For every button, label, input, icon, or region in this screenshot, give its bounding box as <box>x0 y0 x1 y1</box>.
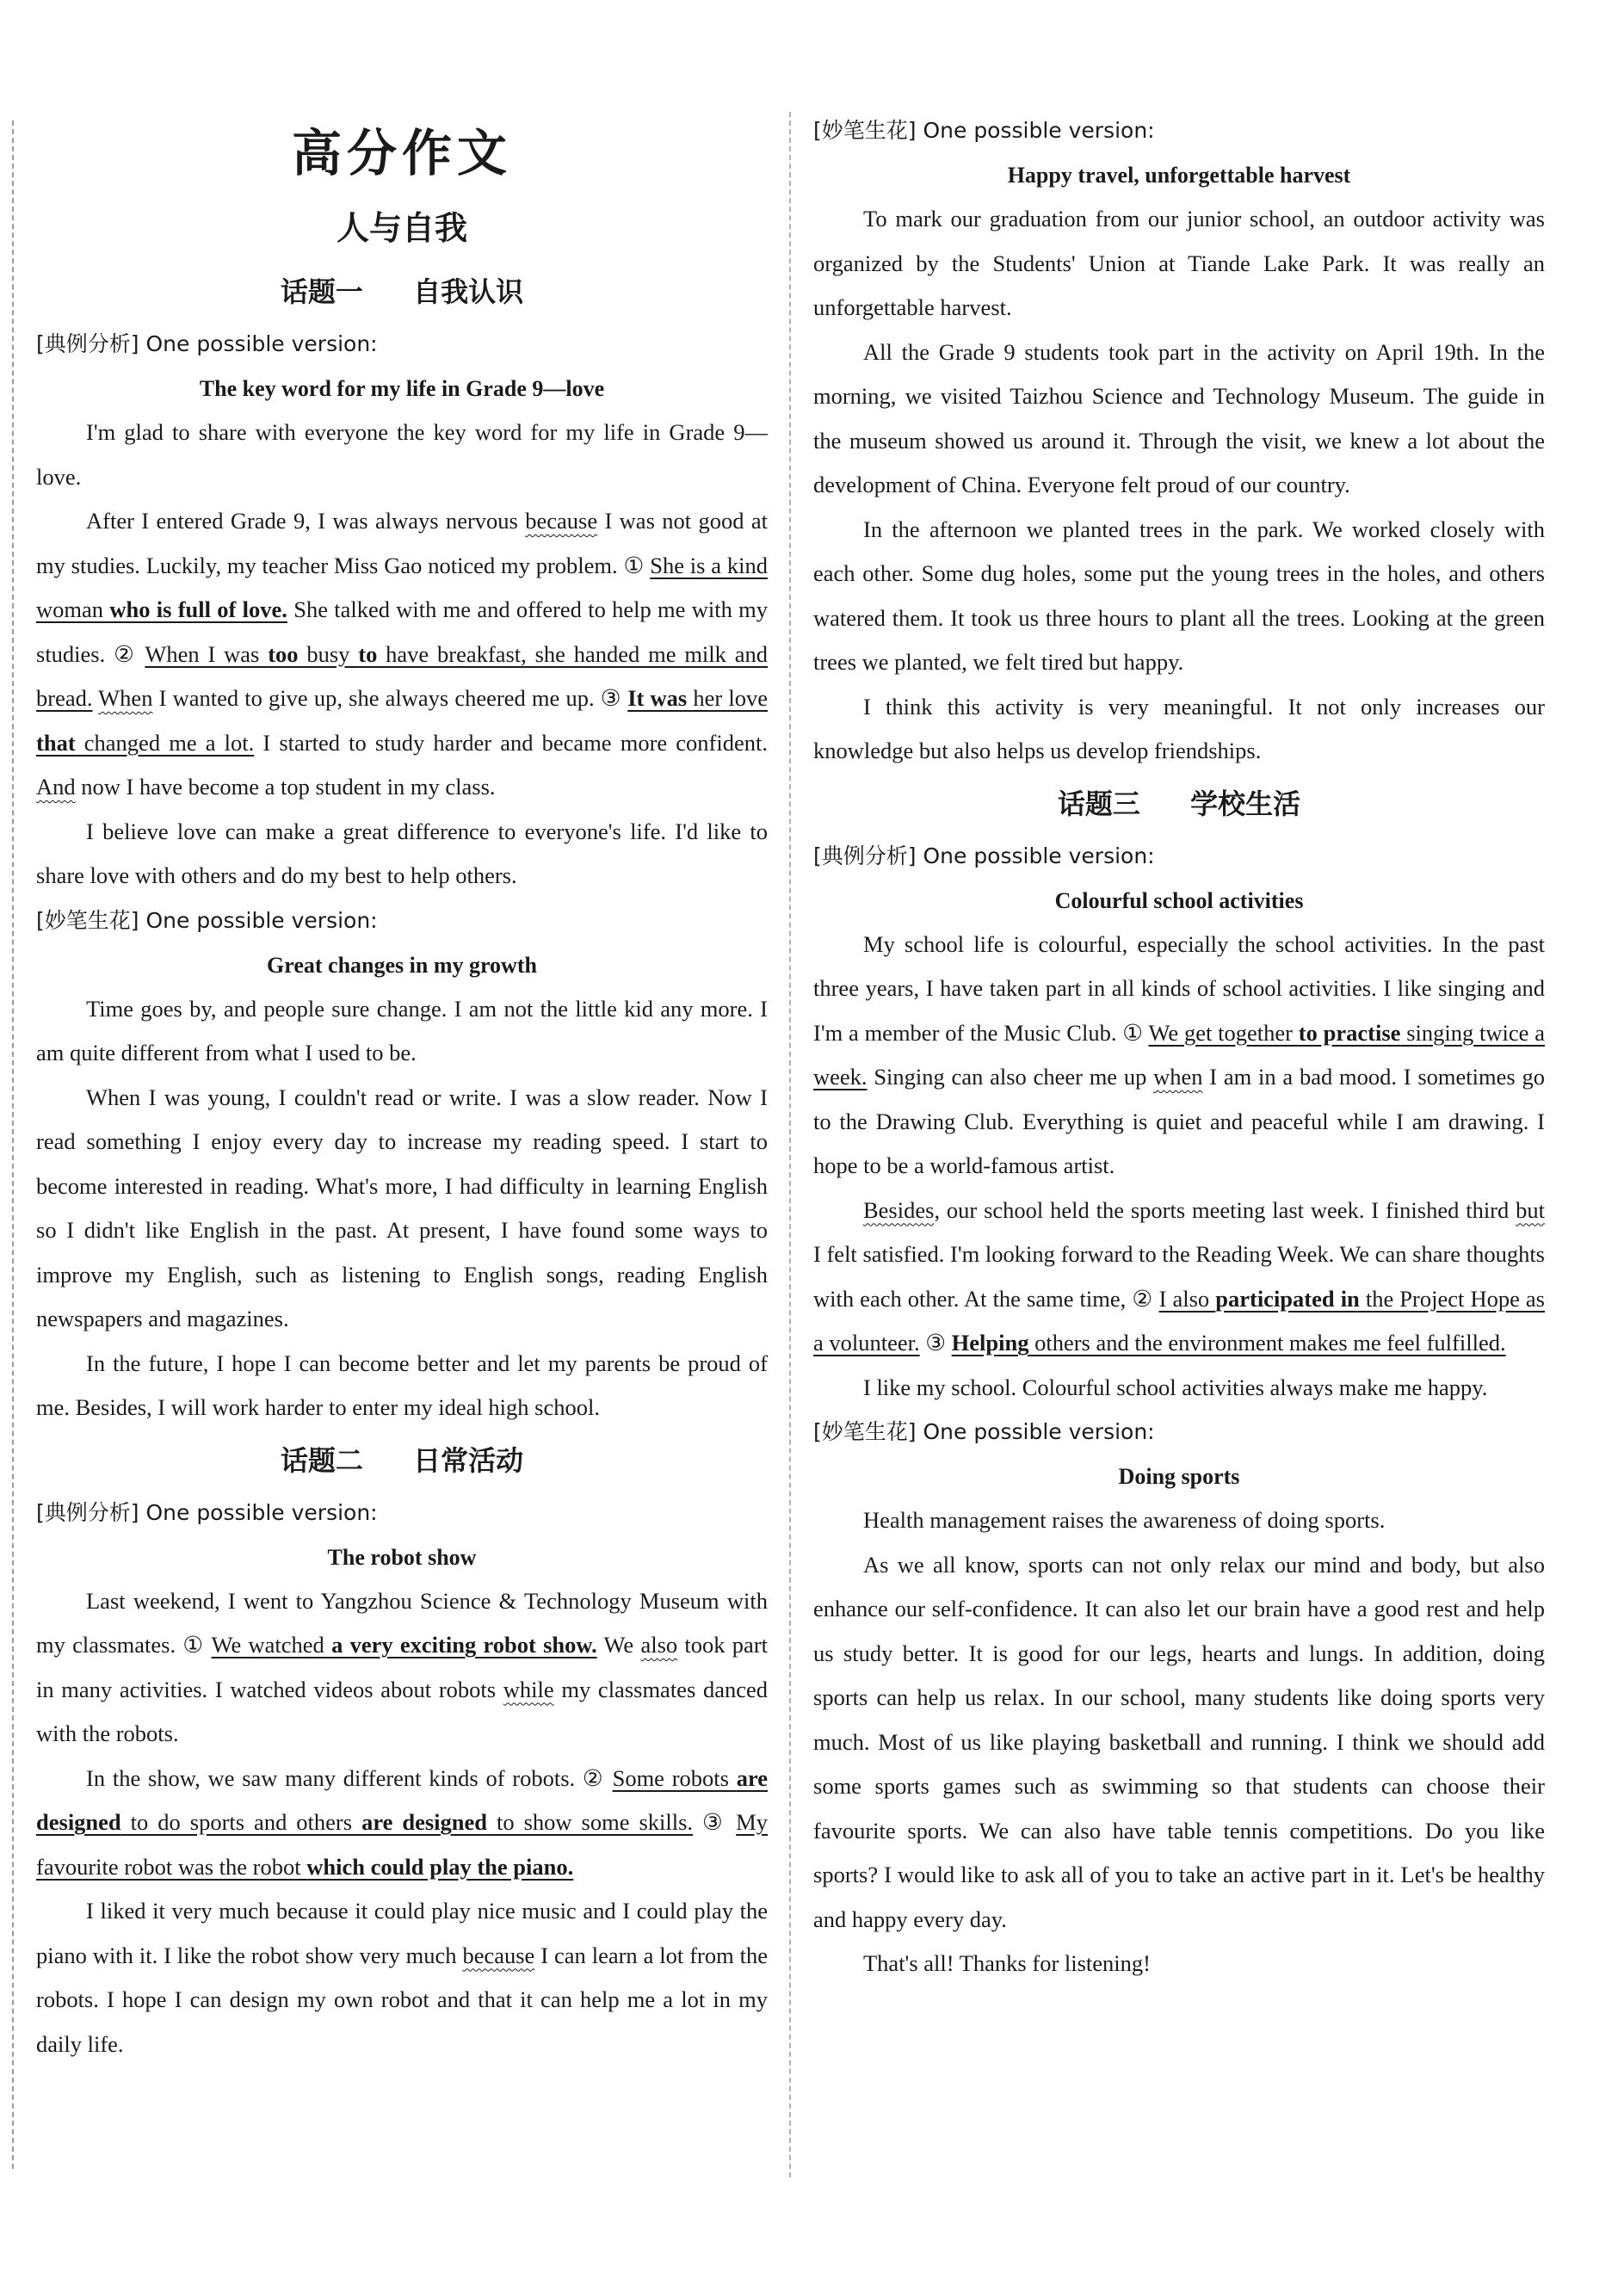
essay-title: Doing sports <box>1118 1464 1240 1489</box>
essay-title: The robot show <box>327 1544 477 1570</box>
highlight-sentence: We watched a very exciting robot show. <box>211 1632 597 1658</box>
version-label: One possible version: <box>139 907 378 933</box>
highlight-sentence: My favourite robot was the robot which could play the piano. <box>36 1809 768 1880</box>
version-label: One possible version: <box>916 843 1155 868</box>
highlight-sentence: Some robots are designed to do sports and others are designed to show some skills. <box>36 1764 768 1835</box>
version-label: One possible version: <box>139 1499 378 1525</box>
paragraph: I liked it very much because it could play nice music and I could play the piano with it. I like the robot show very much because I can learn a lot from the robots. I hope I can design my own robot and that it can help me a lot in my daily life. <box>36 1898 769 2057</box>
paragraph: I believe love can make a great difference to everyone's life. I'd like to share love with others and do my best to help others. <box>36 818 768 888</box>
right-column <box>813 112 1545 1986</box>
tag-label: [妙笔生花] <box>36 907 139 933</box>
left-column <box>36 112 768 2066</box>
tag-label: [典例分析] <box>36 331 139 356</box>
highlight-sentence: I also participated in the Project Hope as a volunteer. <box>813 1285 1545 1356</box>
paragraph: Health management raises the awareness of doing sports. <box>863 1507 1386 1533</box>
tag-line <box>36 899 768 943</box>
paragraph: When I was young, I couldn't read or write. I was a slow reader. Now I read something I enjoy every day to increase my reading speed. I start to become interested in reading. What's more, I had difficulty in learning English so I didn't like English in the past. At present, I have found some ways to improve my English, such as listening to English songs, reading English newspapers and magazines. <box>36 1084 768 1331</box>
paragraph: In the afternoon we planted trees in the park. We worked closely with each other. Some dug holes, some put the young trees in the holes, and others watered them. It took us three hours to plant all the trees. Looking at the green trees we planted, we felt tired but happy. <box>813 516 1545 675</box>
paragraph: My school life is colourful, especially the school activities. In the past three years, I have taken part in all kinds of school activities. I like singing and I'm a member of the Music Club. ① We get together to practise singing twice a week. Singing can also cheer me up when I am in a bad mood. I sometimes go to the Drawing Club. Everything is quiet and peaceful while I am drawing. I hope to be a world-famous artist. <box>813 930 1545 1178</box>
paragraph: As we all know, sports can not only relax our mind and body, but also enhance our self-confidence. It can also let our brain have a good rest and help us study better. It is good for our legs, hearts and lungs. In addition, doing sports can help us relax. In our school, many students like doing sports very much. Most of us like playing basketball and running. I think we should add some sports games such as swimming so that students can choose their favourite sports. We can also have table tennis competitions. Do you like sports? I would like to ask all of you to take an active part in it. Let's be healthy and happy every day. <box>813 1551 1545 1932</box>
topic-heading-3: 话题三 学校生活 <box>1057 787 1301 820</box>
essay-title: The key word for my life in Grade 9—love <box>199 376 605 401</box>
tag-label: [典例分析] <box>36 1499 139 1525</box>
tag-label: [妙笔生花] <box>813 118 917 143</box>
paragraph: To mark our graduation from our junior school, an outdoor activity was organized by the Students' Union at Tiande Lake Park. It was really an unforgettable harvest. <box>813 206 1545 320</box>
paragraph: I like my school. Colourful school activities always make me happy. <box>863 1374 1488 1400</box>
essay-title: Colourful school activities <box>1054 887 1304 913</box>
highlight-sentence: When I was too busy to have breakfast, she handed me milk and bread. <box>36 640 768 711</box>
essay-title: Happy travel, unforgettable harvest <box>1007 163 1351 188</box>
column-divider <box>789 112 791 2177</box>
tag-line <box>813 108 1545 153</box>
highlight-sentence: It was her love that changed me a lot. <box>36 685 768 756</box>
topic-heading-1: 话题一 自我认识 <box>280 275 524 308</box>
tag-line <box>36 1491 768 1535</box>
highlight-sentence: She is a kind woman who is full of love. <box>36 552 768 622</box>
paragraph: In the future, I hope I can become better and let my parents be proud of me. Besides, I will work harder to enter my ideal high school. <box>36 1350 768 1420</box>
paragraph: That's all! Thanks for listening! <box>863 1950 1151 1976</box>
paragraph: In the show, we saw many different kinds of robots. ② Some robots are designed to do sports and others are designed to show some skills. ③ My favourite robot was the robot which could play the piano. <box>36 1764 768 1880</box>
paragraph: Time goes by, and people sure change. I am not the little kid any more. I am quite different from what I used to be. <box>36 995 768 1065</box>
tag-line <box>36 322 768 367</box>
version-label: One possible version: <box>916 118 1155 143</box>
tag-line <box>813 1410 1545 1455</box>
tag-label: [典例分析] <box>813 843 917 868</box>
tag-label: [妙笔生花] <box>813 1419 917 1444</box>
version-label: One possible version: <box>139 331 378 356</box>
paragraph: Besides, our school held the sports meeting last week. I finished third but I felt satisfied. I'm looking forward to the Reading Week. We can share thoughts with each other. At the same time, ② I also participated in the Project Hope as a volunteer. ③ Helping others and the environment makes me feel fulfilled. <box>813 1196 1545 1356</box>
paragraph: I'm glad to share with everyone the key word for my life in Grade 9—love. <box>36 419 768 490</box>
essay-title: Great changes in my growth <box>267 952 537 978</box>
paragraph: I think this activity is very meaningful. It not only increases our knowledge but also helps us develop friendships. <box>813 693 1545 763</box>
paragraph: After I entered Grade 9, I was always nervous because I was not good at my studies. Luckily, my teacher Miss Gao noticed my problem. ① She is a kind woman who is full of love. She talked with me and offered to help me with my studies. ② When I was too busy to have breakfast, she handed me milk and bread. When I wanted to give up, she always cheered me up. ③ It was her love that changed me a lot. I started to study harder and became more confident. And now I have become a top student in my class. <box>36 508 768 800</box>
highlight-sentence: We get together to practise singing twice a week. <box>813 1019 1545 1090</box>
highlight-sentence: Helping others and the environment makes me feel fulfilled. <box>951 1330 1506 1356</box>
paragraph: All the Grade 9 students took part in the activity on April 19th. In the morning, we visited Taizhou Science and Technology Museum. The guide in the museum showed us around it. Through the visit, we knew a lot about the development of China. Everyone felt proud of our country. <box>813 338 1545 497</box>
tag-line <box>813 834 1545 879</box>
version-label: One possible version: <box>916 1419 1155 1444</box>
topic-heading-2: 话题二 日常活动 <box>280 1443 524 1477</box>
binding-margin-line <box>12 120 14 2169</box>
section-title: 人与自我 <box>336 209 467 247</box>
paragraph: Last weekend, I went to Yangzhou Science & Technology Museum with my classmates. ① We watched a very exciting robot show. We also took part in many activities. I watched videos about robots while my classmates danced with the robots. <box>36 1587 769 1746</box>
page-title: 高分作文 <box>291 124 512 182</box>
